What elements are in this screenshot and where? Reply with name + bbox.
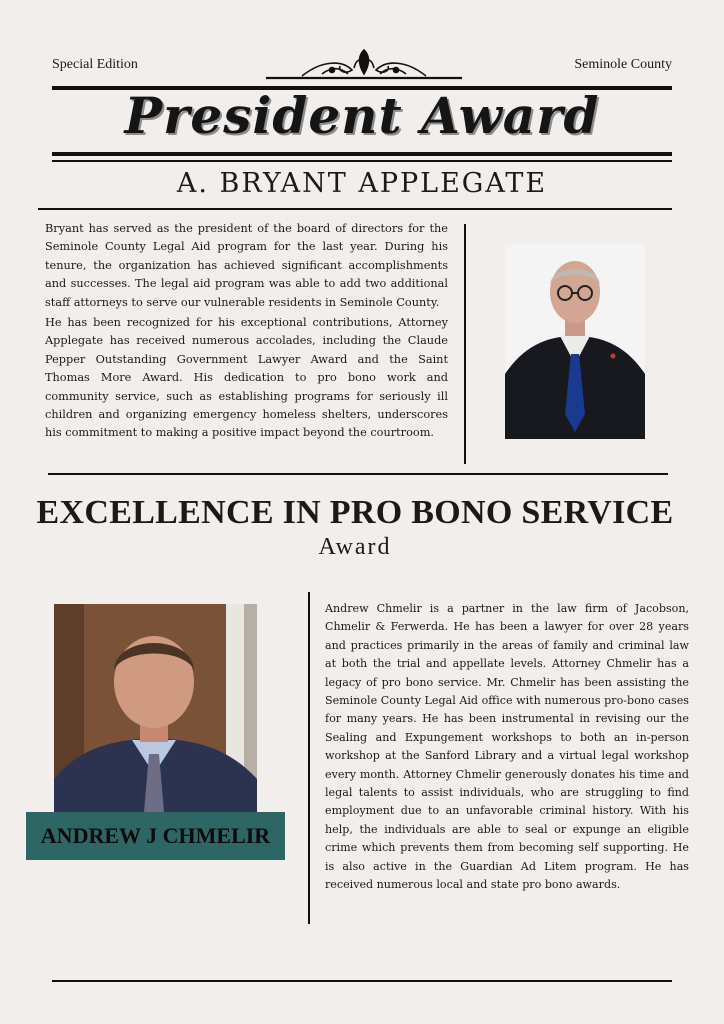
honoree-name-badge bbox=[26, 812, 285, 860]
footer-rule bbox=[52, 980, 672, 982]
subtitle-rule bbox=[38, 208, 672, 210]
county-label: Seminole County bbox=[574, 57, 672, 72]
header-rule-mid2 bbox=[52, 160, 672, 162]
header-rule-mid bbox=[52, 152, 672, 156]
pro-bono-article bbox=[325, 600, 689, 895]
ornament-icon bbox=[262, 44, 466, 86]
honoree-name: A. BRYANT APPLEGATE bbox=[176, 168, 548, 199]
honoree-name-label: ANDREW J CHMELIR bbox=[40, 823, 271, 848]
applegate-photo bbox=[505, 244, 645, 439]
article-paragraph: He has been recognized for his exceptional contributions, Attorney Applegate has received numerous accolades, including the Claude Pepper Outstanding Government Lawyer Award and the Saint Thomas More Award. His dedication to pro bono work and community service, such as establishing programs for seriously ill children and organizing emergency homeless shelters, underscores his commitment to making a positive impact beyond the courtroom. bbox=[45, 316, 448, 440]
president-article bbox=[45, 220, 448, 443]
chmelir-photo bbox=[54, 604, 257, 812]
article-paragraph: Andrew Chmelir is a partner in the law firm of Jacobson, Chmelir & Ferwerda. He has been a lawyer for over 28 years and practices primarily in the areas of family and criminal law at both the trial and appellate levels. Attorney Chmelir has a legacy of pro bono service. Mr. Chmelir has been assisting the Seminole County Legal Aid office with numerous pro-bono cases for many years. He has been instrumental in revising our the Sealing and Expungement workshops to both an in-person workshop at the Sanford Library and a virtual legal workshop every month. Attorney Chmelir generously donates his time and legal talents to assist individuals, who are struggling to find employment due to an unfavorable criminal history. With his help, the individuals are able to seal or expunge an eligible crime which prevents them from becoming self supporting. He is also active in the Guardian Ad Litem program. He has received numerous local and state pro bono awards. bbox=[325, 602, 689, 892]
column-divider bbox=[308, 592, 310, 924]
award-subheading: Award bbox=[318, 534, 392, 560]
edition-label: Special Edition bbox=[52, 57, 138, 72]
column-divider bbox=[464, 224, 466, 464]
section-rule bbox=[48, 473, 668, 475]
page-title: President Award bbox=[124, 86, 600, 145]
award-heading: EXCELLENCE IN PRO BONO SERVICE bbox=[36, 494, 674, 531]
article-paragraph: Bryant has served as the president of the board of directors for the Seminole County Legal Aid program for the last year. During his tenure, the organization has achieved significant accomplishments and successes. The legal aid program was able to add two additional staff attorneys to serve our vulnerable residents in Seminole County. bbox=[45, 222, 448, 309]
